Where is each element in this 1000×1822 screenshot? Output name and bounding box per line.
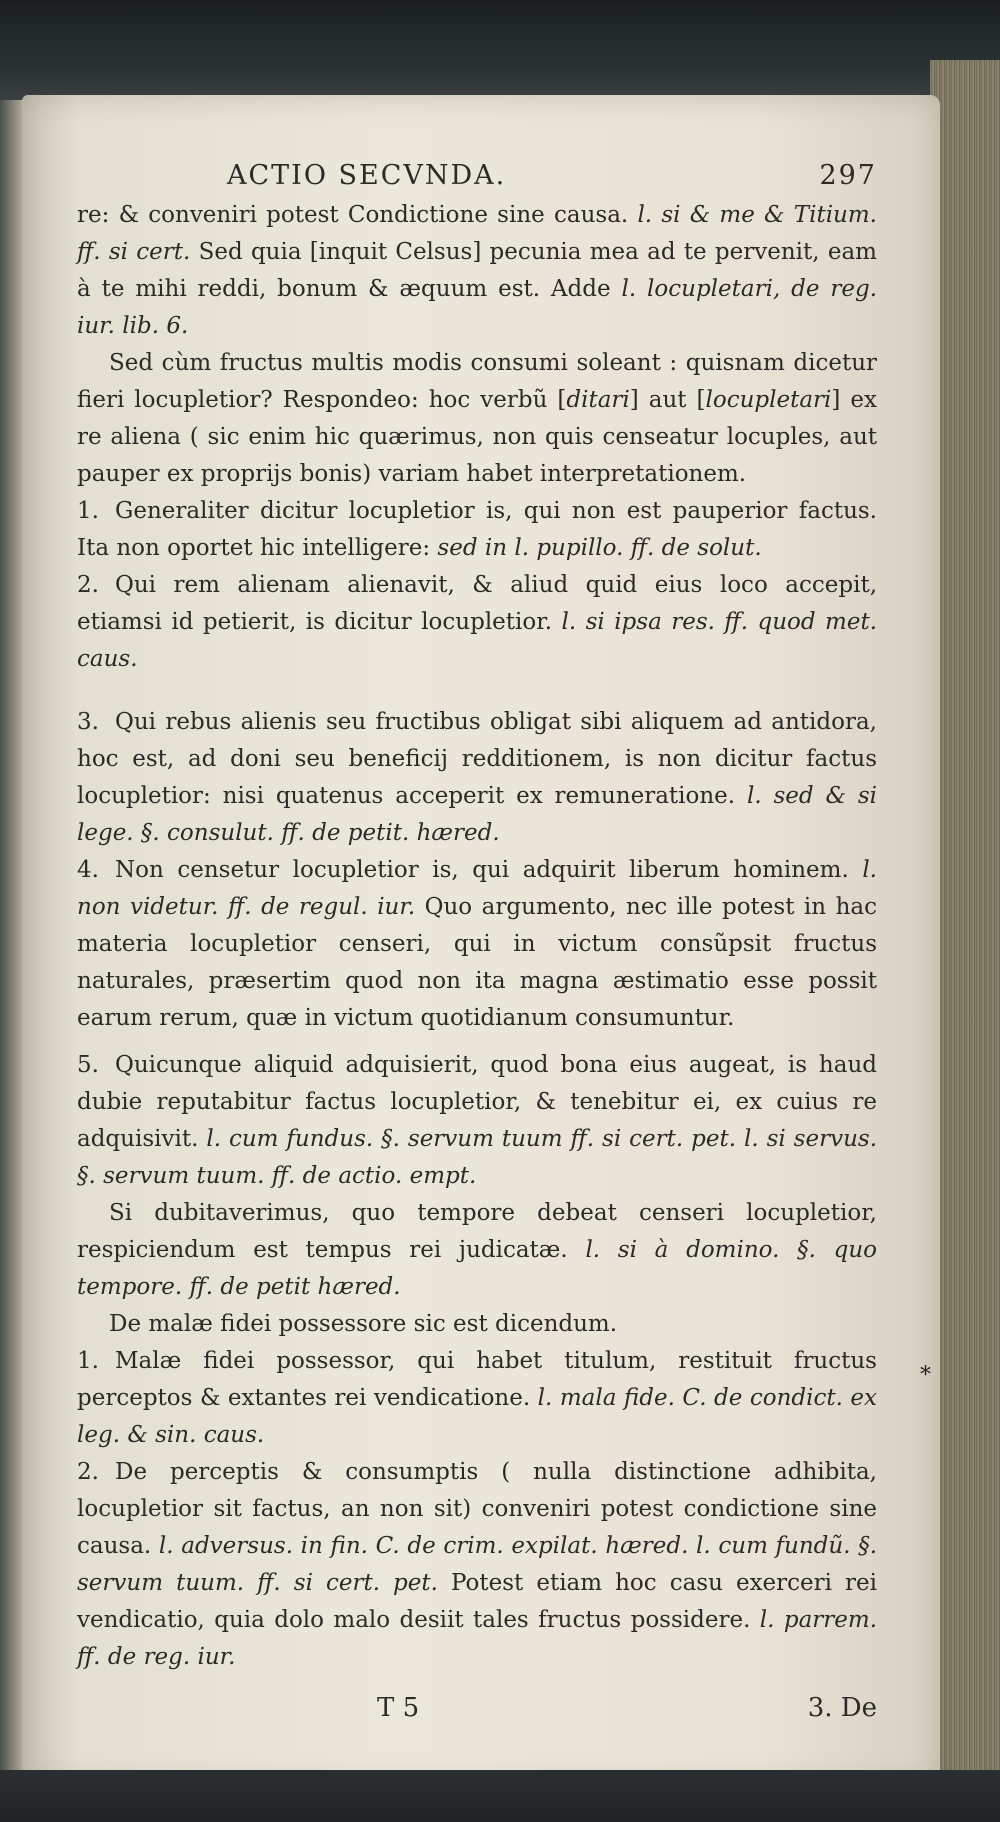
citation: l. cum fundus. §. servum tuum ff. si cert. pet. l. si servus. §. servum tuum. ff. de actio. empt.	[77, 1126, 878, 1189]
numbered-item: 5. Quicunque aliquid adquisierit, quod bona eius augeat, is haud dubie reputabitur factus locupletior, & tenebitur ei, ex cuius re adquisivit. l. cum fundus. §. servum tuum ff. si cert. pet. l. si servus. §. servum tuum. ff. de actio. empt.	[77, 1047, 877, 1195]
numbered-item: 4. Non censetur locupletior is, qui adquirit liberum hominem. l. non videtur. ff. de regul. iur. Quo argumento, nec ille potest in hac materia locupletior censeri, qui in victum consũpsit fructus naturales, præsertim quod non ita magna æstimatio esse possit earum rerum, quæ in victum quotidianum consumuntur.	[77, 852, 877, 1037]
numbered-item: 2. Qui rem alienam alienavit, & aliud quid eius loco accepit, etiamsi id petierit, is dicitur locupletior. l. si ipsa res. ff. quod met. caus.	[77, 567, 877, 678]
citation: l. si à domino. §. quo tempore. ff. de petit hæred.	[77, 1237, 877, 1300]
item-number: 2.	[77, 572, 99, 598]
paragraph: Sed cùm fructus multis modis consumi soleant : quisnam dicetur fieri locupletior? Respondeo: hoc verbũ [ditari] aut [locupletari] ex re aliena ( sic enim hic quærimus, non quis censeatur locuples, aut pauper ex proprijs bonis) variam habet interpretationem.	[77, 350, 877, 487]
citation: l. mala fide. C. de condict. ex leg. & sin. caus.	[77, 1385, 877, 1448]
numbered-item: 2. De perceptis & consumptis ( nulla distinctione adhibita, locupletior sit factus, an non sit) conveniri potest condictione sine causa. l. adversus. in fin. C. de crim. expilat. hæred. l. cum fundũ. §. servum tuum. ff. si cert. pet. Potest etiam hoc casu exerceri rei vendicatio, quia dolo malo desiit tales fructus possidere. l. parrem. ff. de reg. iur.	[77, 1454, 877, 1676]
citation: l. parrem. ff. de reg. iur.	[77, 1607, 877, 1670]
item-number: 5.	[77, 1052, 99, 1078]
page-text	[77, 157, 877, 1730]
book-bottom-shadow	[0, 1770, 1000, 1822]
paragraph-continuation: re: & conveniri potest Condictione sine causa. l. si & me & Titium. ff. si cert. Sed quia [inquit Celsus] pecunia mea ad te pervenit, eam à te mihi reddi, bonum & æquum est. Adde l. locupletari, de reg. iur. lib. 6.	[77, 202, 878, 339]
citation: l. sed & si lege. §. consulut. ff. de petit. hæred.	[77, 783, 877, 846]
numbered-item: 1. Generaliter dicitur locupletior is, qui non est pauperior factus. Ita non oportet hic intelligere: sed in l. pupillo. ff. de solut.	[77, 493, 877, 567]
item-number: 1.	[77, 1348, 99, 1374]
item-number: 2.	[77, 1459, 99, 1485]
citation: l. locupletari, de reg. iur. lib. 6.	[77, 276, 878, 339]
paragraph: De malæ fidei possessore sic est dicendum.	[109, 1311, 618, 1337]
page-number: 297	[819, 160, 877, 191]
running-title: ACTIO SECVNDA.	[227, 160, 507, 191]
citation: locupletari	[705, 387, 832, 413]
paragraph: Si dubitaverimus, quo tempore debeat censeri locupletior, respiciendum est tempus rei judicatæ. l. si à domino. §. quo tempore. ff. de petit hæred.	[77, 1200, 877, 1300]
citation: l. non videtur. ff. de regul. iur.	[77, 857, 877, 920]
margin-asterisk-mark: *	[920, 1363, 931, 1388]
signature-mark: T 5	[377, 1693, 420, 1723]
citation: l. adversus. in fin. C. de crim. expilat. hæred. l. cum fundũ. §. servum tuum. ff. si cert. pet.	[77, 1533, 878, 1596]
item-number: 4.	[77, 857, 99, 883]
book-top-shadow	[0, 0, 1000, 100]
page-footer	[77, 1690, 877, 1730]
citation: l. si & me & Titium. ff. si cert.	[77, 202, 877, 265]
page-stack-edge	[930, 60, 1000, 1822]
numbered-item: 3. Qui rebus alienis seu fructibus obligat sibi aliquem ad antidora, hoc est, ad doni seu beneficij redditionem, is non dicitur factus locupletior: nisi quatenus acceperit ex remuneratione. l. sed & si lege. §. consulut. ff. de petit. hæred.	[77, 704, 877, 852]
numbered-item: 1. Malæ fidei possessor, qui habet titulum, restituit fructus perceptos & extantes rei vendicatione. l. mala fide. C. de condict. ex leg. & sin. caus.	[77, 1343, 877, 1454]
running-header	[77, 157, 877, 197]
item-number: 3.	[77, 709, 99, 735]
citation: sed in l. pupillo. ff. de solut.	[437, 535, 762, 561]
citation: l. si ipsa res. ff. quod met. caus.	[77, 609, 877, 672]
item-number: 1.	[77, 498, 99, 524]
book-page	[22, 95, 940, 1785]
citation: ditari	[566, 387, 630, 413]
catchword: 3. De	[807, 1693, 877, 1723]
